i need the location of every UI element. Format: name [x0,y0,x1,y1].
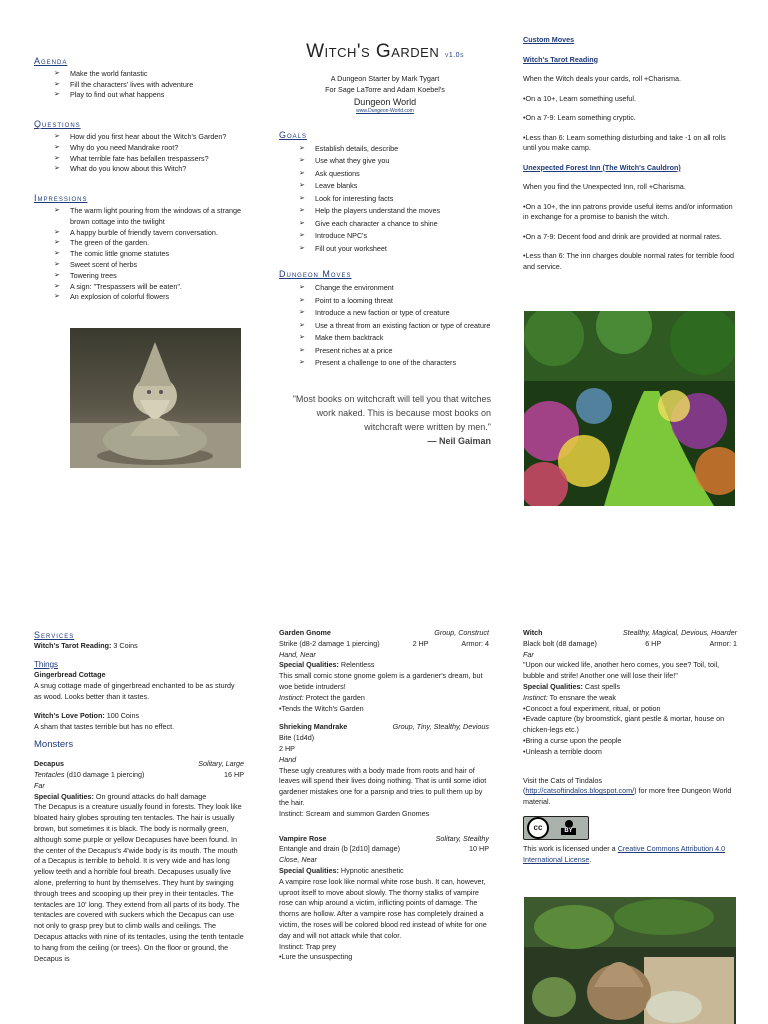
list-item: ➢ An explosion of colorful flowers [54,292,249,303]
rose-range: Close, Near [279,855,317,865]
decapus-hp: 16 HP [224,769,244,779]
list-item: ➢ Use what they give you [299,155,491,168]
list-item: ➢ Give each character a chance to shine [299,218,491,231]
witch-hp: 6 HP [645,638,662,648]
list-item: ➢ Help the players understand the moves [299,205,491,218]
left-column-top [34,56,249,303]
list-item: ➢ Change the environment [299,282,491,295]
inn-intro: When you find the Unexpected Inn, roll +Charisma. [523,182,686,191]
witch-armor: Armor: 1 [709,638,737,648]
list-item: ➢ A sign: "Trespassers will be eaten". [54,282,249,293]
gnome-armor: Armor: 4 [461,638,489,648]
list-item: ➢ Present riches at a price [299,345,491,358]
mandrake-hp: 2 HP [279,743,295,753]
monsters-heading: Monsters [34,739,74,751]
services-heading: Services [34,630,75,640]
by-label: BY [561,828,575,835]
list-item: ➢ Why do you need Mandrake root? [54,143,249,154]
impressions-list [34,206,249,303]
list-item: ➢ Ask questions [299,168,491,181]
mandrake-instinct: Instinct: Scream and summon Garden Gnomes [279,808,430,818]
rose-sq-label: Special Qualities: [279,865,339,875]
witch-range: Far [523,649,534,659]
list-item: ➢ How did you first hear about the Witch's Garden? [54,132,249,143]
rose-instinct: Instinct: Trap prey [279,941,337,951]
decapus-attack-detail: (d10 damage 1 piercing) [66,769,145,779]
visit-text: Visit the Cats of Tindalos [523,775,602,785]
rose-description: A vampire rose look like normal white rose bush. It can, however, uproot itself to move about slowly. The thorny stalks of vampire rose can whip around a victim, inflicting points of damage. The thorns are hollow. After a vampire rose has completely drained a victim, the roses will be colored blood red instead of white for one day and will not attack while that color. [279,876,487,940]
mandrake-range: Hand [279,754,297,764]
decapus-sq-label: Special Qualities: [34,791,94,801]
quote-text: "Most books on witchcraft will tell you that witches work naked. This is because most books on witchcraft were written by men." [292,393,491,432]
rose-tags: Solitary, Stealthy [435,833,489,843]
mandrake-name: Shrieking Mandrake [279,722,348,732]
list-item: ➢ Establish details, describe [299,143,491,156]
gnome-name: Garden Gnome [279,628,331,637]
witch-bullet: •Bring a curse upon the people [523,735,622,745]
potion-price: 100 Coins [106,710,140,720]
list-item: ➢ Fill out your worksheet [299,243,491,256]
gnome-bullet: •Tends the Witch's Garden [279,703,364,713]
decapus-tags: Solitary, Large [198,759,244,769]
witch-instinct: To ensnare the weak [549,692,616,702]
cottage-title: Gingerbread Cottage [34,670,106,680]
custom-moves-heading: Custom Moves [523,35,575,44]
witch-name: Witch [523,628,543,637]
list-item: ➢ A happy burble of friendly tavern conversation. [54,228,249,239]
list-item: ➢ The warm light pouring from the windows of a strange brown cottage into the twilight [54,206,249,228]
gnome-hp: 2 HP [412,638,429,648]
dungeon-moves-list [279,282,491,370]
witch-tags: Stealthy, Magical, Devious, Hoarder [622,628,737,637]
list-item: ➢ Look for interesting facts [299,193,491,206]
list-item: ➢ Fill the characters' lives with adventure [54,80,249,91]
mandrake-tags: Group, Tiny, Stealthy, Devious [392,722,489,732]
mandrake-attack: Bite (1d4d) [279,733,315,743]
witch-quote: "Upon our wicked life, another hero comes, you see? Toil, toil, bubble and strife! Another one will lose their life!" [523,660,720,681]
things-heading: Things [34,659,59,669]
gnome-statue-image [70,328,241,468]
witch-attack: Black bolt (d8 damage) [523,638,597,648]
witch-instinct-label: Instinct: [523,692,548,702]
list-item: ➢ What do you know about this Witch? [54,164,249,175]
gnome-sq: Relentless [340,660,375,670]
title-block [275,40,495,115]
mandrake-image [524,897,736,1024]
dungeon-moves-heading: Dungeon Moves [279,269,352,280]
garden-path-icon [524,311,735,506]
potion-label: Witch's Love Potion: [34,710,105,720]
inn-result-79: •On a 7-9: Decent food and drink are provided at normal rates. [523,231,722,241]
license-link[interactable]: Creative Commons Attribution 4.0 International License [523,843,726,864]
goals-list [279,143,491,256]
witch-sq: Cast spells [584,681,621,691]
witch-bullet: •Unleash a terrible doom [523,746,602,756]
mandrake-root-icon [524,897,736,1024]
person-icon [565,820,573,828]
decapus-description: The Decapus is a creature usually found in forests. They look like bloated hairy globes sprouting ten tentacles. The hair is usually brown, but sometimes it is black. The body is normally green, although some purple or yellow Decapuses have been found. In the center of the Decapus's 4'wide body is its mouth. The mouth of a Decapus is terrible to behold. It is very wide and has long yellow teeth and a horrible foul breath. Decapuses usually live alone, preferring to hunt by themselves. They hunt by swinging through trees and scooping up their prey in their tentacles. The tentacles are 10' long. They extend from all parts of its body. The tentacles are covered with suckers which the Decapus can use not only to grasp prey but to climb walls and ceilings. The Decapus attacks with nine of its tentacles, using the tenth tentacle to hang from the ceiling (or trees). On the floor or ground, the Decapus is [34,802,244,963]
agenda-list [34,69,249,101]
tarot-result-10: •On a 10+, Learn something useful. [523,93,636,103]
list-item: ➢ The comic little gnome statutes [54,249,249,260]
list-item: ➢ Make the world fantastic [54,69,249,80]
center-column [279,130,491,448]
right-column [523,35,737,272]
visit-after: for more free Dungeon World material. [523,786,732,807]
tarot-intro: When the Witch deals your cards, roll +Charisma. [523,74,681,83]
gnome-description: This small comic stone gnome golem is a gardener's dream, but woe betide intruders! [279,671,483,691]
witch-bullet: •Evade capture (by broomstick, giant pestle & mortar, house on chicken-legs etc.) [523,714,725,735]
subtitle-line-1: A Dungeon Starter by Mark Tygart [330,74,440,83]
decapus-sq: On ground attacks do half damage [95,791,207,801]
cats-of-tindalos-link[interactable]: http://catsoftindalos.blogspot.com/ [525,786,635,796]
gnome-range: Hand, Near [279,649,316,659]
tarot-move-title: Witch's Tarot Reading [523,54,598,64]
gnome-sq-label: Special Qualities: [279,660,339,670]
rose-name: Vampire Rose [279,833,327,843]
inn-move-title: Unexpected Forest Inn (The Witch's Cauldron) [523,162,681,172]
list-item: ➢ Towering trees [54,271,249,282]
page-title: Witch's Garden [306,41,440,62]
mandrake-description: These ugly creatures with a body made from roots and hair of leaves will spend their lives doing nothing. That is until some idiot gardener mistakes one for a parsnip and tries to pull them up by the hair. [279,765,487,807]
witch-bullet: •Concoct a foul experiment, ritual, or potion [523,703,661,713]
gnome-statue-icon [70,328,241,468]
tarot-result-6: •Less than 6: Learn something disturbing and take -1 on all rolls until you make camp. [523,132,726,152]
tarot-service-label: Witch's Tarot Reading: [34,640,112,650]
right-column-bottom: Witch Stealthy, Magical, Devious, Hoarder Black bolt (d8 damage) 6 HP Armor: 1 Far "Upon our wicked life, another hero comes, you see? Toil, toil, bubble and strife! Another one will lose their life!" Special Qualities: Cast spells Instinct: To ensnare the weak •Concoct a foul experiment, ritual, or potion •Evade capture (by broomstick, giant pestle & mortar, house on chicken-legs etc.) •Bring a curse upon the people •Unleash a terrible doom Visit the Cats of Tindalos (http://catsoftindalos.blogspot.com/) for more free Dungeon World material. cc BY This work is licensed under a Creative Commons Attribution 4.0 International License. [523,628,737,864]
list-item: ➢ Use a threat from an existing faction or type of creature [299,320,491,333]
rose-bullet: •Lure the unsuspecting [279,952,353,962]
inn-result-10: •On a 10+, the inn patrons provide useful items and/or information in exchange for a promise to banish the witch. [523,201,733,221]
cc-by-badge[interactable] [523,816,589,840]
list-item: ➢ Play to find out what happens [54,90,249,101]
tarot-result-79: •On a 7-9: Learn something cryptic. [523,113,636,122]
rose-hp: 10 HP [469,844,489,854]
decapus-attack: Tentacles [34,769,65,779]
agenda-heading: Agenda [34,56,68,66]
gnome-tags: Group, Construct [434,628,489,637]
inn-result-6: •Less than 6: The inn charges double normal rates for terrible food and service. [523,251,734,271]
subtitle-line-3: Dungeon World [353,96,417,107]
cc-icon: cc [527,817,549,839]
version-label: v1.0s [445,52,464,59]
left-column-bottom [34,630,244,964]
rose-attack: Entangle and drain (b [2d10] damage) [279,844,401,854]
list-item: ➢ The green of the garden. [54,238,249,249]
witch-sq-label: Special Qualities: [523,681,583,691]
questions-heading: Questions [34,119,81,130]
gnome-instinct-label: Instinct: [279,692,304,702]
license-pre: This work is licensed under a [523,843,616,853]
list-item: ➢ Make them backtrack [299,332,491,345]
list-item: ➢ Leave blanks [299,180,491,193]
decapus-range: Far [34,780,45,790]
list-item: ➢ Present a challenge to one of the characters [299,357,491,370]
goals-heading: Goals [279,130,308,140]
list-item: ➢ Sweet scent of herbs [54,260,249,271]
list-item: ➢ Introduce a new faction or type of creature [299,307,491,320]
gnome-instinct: Protect the garden [305,692,365,702]
list-item: ➢ Point to a looming threat [299,295,491,308]
gnome-attack: Strike (d8-2 damage 1 piercing) [279,638,380,648]
cottage-text: A snug cottage made of gingerbread enchanted to be as sturdy as wood. Looks better than it tastes. [34,681,235,701]
decapus-name: Decapus [34,759,64,769]
list-item: ➢ What terrible fate has befallen trespassers? [54,154,249,165]
tarot-service-price: 3 Coins [113,640,138,650]
garden-path-image [524,311,735,506]
center-column-bottom [279,628,489,963]
dungeon-world-link[interactable]: www.Dungeon-World.com [356,107,414,114]
list-item: ➢ Introduce NPC's [299,230,491,243]
quote-author: — Neil Gaiman [427,435,491,446]
subtitle-line-2: For Sage LaTorre and Adam Koebel's [325,84,445,94]
rose-sq: Hypnotic anesthetic [340,865,404,875]
questions-list [34,132,249,175]
license-post: . [589,854,592,864]
potion-text: A sham that tastes terrible but has no effect. [34,721,175,731]
impressions-heading: Impressions [34,193,88,204]
